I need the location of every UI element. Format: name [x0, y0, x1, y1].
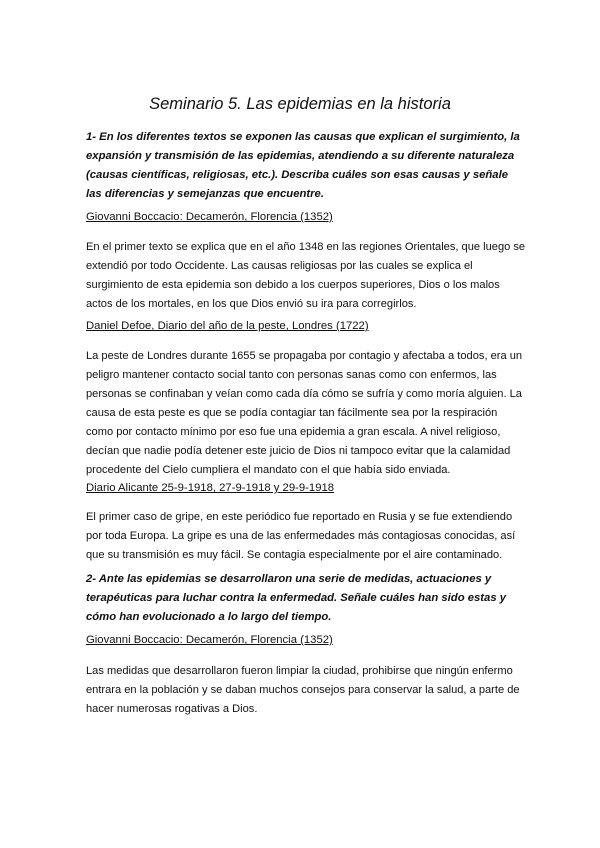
source-boccaccio-1: Giovanni Boccacio: Decamerón, Florencia (1352) [86, 211, 333, 223]
source-diario-alicante: Diario Alicante 25-9-1918, 27-9-1918 y 29-9-1918 [86, 482, 335, 494]
question-2: 2- Ante las epidemias se desarrollaron una serie de medidas, actuaciones y terapéuticas para luchar contra la enfermedad. Señale cuáles han sido estas y cómo han evolucionado a lo largo del tiempo. [86, 573, 507, 623]
paragraph-3: El primer caso de gripe, en este periódico fue reportado en Rusia y se fue extendiendo por toda Europa. La gripe es una de las enfermedades más contagiosas conocidas, así que su transmisión es muy fácil. Se contagia especialmente por el aire contaminado. [86, 511, 516, 561]
page-title: Seminario 5. Las epidemias en la historia [149, 95, 451, 113]
paragraph-2: La peste de Londres durante 1655 se propagaba por contagio y afectaba a todos, era un peligro mantener contacto social tanto con personas sanas como con enfermos, las personas se confinaban y veían como cada día cómo se sufría y como moría alguien. La causa de esta peste es que se podía contagiar tan fácilmente sea por la respiración como por contacto mínimo por eso fue una epidemia a gran escala. A nivel religioso, decían que nadie podía detener este juicio de Dios ni tampoco evitar que la calamidad procedente del Cielo cumpliera el mandato con el que había sido enviada. [86, 350, 523, 476]
source-boccaccio-2: Giovanni Boccacio: Decamerón, Florencia (1352) [86, 634, 333, 646]
paragraph-4: Las medidas que desarrollaron fueron limpiar la ciudad, prohibirse que ningún enfermo entrara en la población y se daban muchos consejos para conservar la salud, a parte de hacer numerosas rogativas a Dios. [86, 665, 520, 715]
source-defoe: Daniel Defoe, Diario del año de la peste, Londres (1722) [86, 320, 369, 332]
paragraph-1: En el primer texto se explica que en el año 1348 en las regiones Orientales, que luego se extendió por todo Occidente. Las causas religiosas por las cuales se explica el surgimiento de esta epidemia son debido a los cuerpos superiores, Dios o los malos actos de los mortales, en los que Dios envió su ira para corregirlos. [86, 241, 526, 310]
question-1: 1- En los diferentes textos se exponen las causas que explican el surgimiento, la expansión y transmisión de las epidemias, atendiendo a su diferente naturaleza (causas científicas, religiosas, etc.). Describa cuáles son esas causas y señale las diferencias y semejanzas que encuentre. [86, 131, 520, 200]
